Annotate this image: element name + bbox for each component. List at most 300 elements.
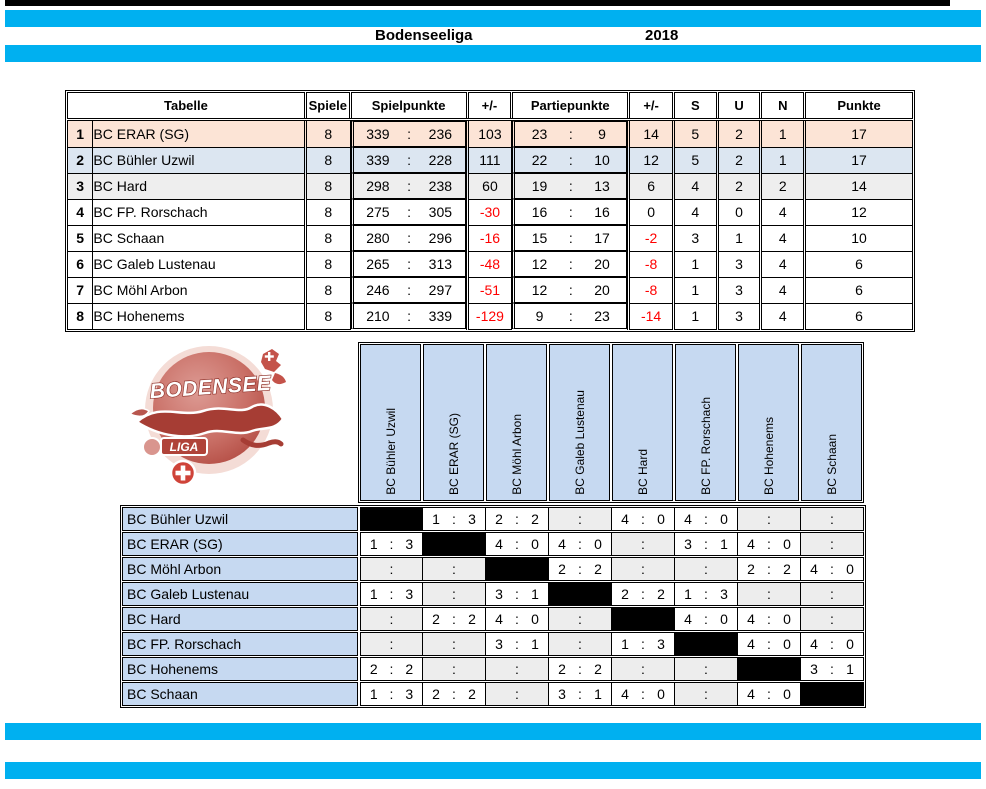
score-right: 228 xyxy=(428,152,453,168)
score-colon: : xyxy=(568,256,573,272)
punkte-cell: 12 xyxy=(805,199,913,225)
cross-result-cell xyxy=(486,532,549,556)
season-year: 2018 xyxy=(645,27,679,44)
losses-cell: 4 xyxy=(761,277,805,303)
wins-cell: 4 xyxy=(673,173,717,199)
score-colon: : xyxy=(389,661,394,677)
standings-header-row xyxy=(68,93,913,120)
score-right: 0 xyxy=(531,611,539,627)
score-colon: : xyxy=(452,511,456,527)
losses-cell: 4 xyxy=(761,303,805,329)
cross-result-cell xyxy=(801,632,864,656)
wins-cell: 1 xyxy=(673,251,717,277)
spielpunkte-cell xyxy=(351,121,466,147)
score-left: 22 xyxy=(531,152,548,168)
draws-cell: 2 xyxy=(717,120,761,148)
score-colon: : xyxy=(641,586,645,602)
cross-result-cell xyxy=(360,507,423,531)
punkte-cell: 14 xyxy=(805,173,913,199)
header-losses: N xyxy=(761,93,805,120)
cross-result-cell: : xyxy=(801,532,864,556)
header-partiepunkte: Partiepunkte xyxy=(512,93,629,120)
cross-result-cell xyxy=(612,682,675,706)
cross-result-cell xyxy=(549,582,612,606)
score-right: 20 xyxy=(594,256,610,272)
score-left: 1 xyxy=(432,511,440,527)
spielpunkte-cell xyxy=(351,225,466,251)
cross-column-header xyxy=(549,344,610,501)
score-colon: : xyxy=(767,636,771,652)
score-right: 3 xyxy=(405,586,414,602)
score-right: 2 xyxy=(594,561,602,577)
wins-cell: 5 xyxy=(673,147,717,173)
spielpunkte-cell xyxy=(351,173,466,199)
score-colon: : xyxy=(767,611,771,627)
cross-row-label: BC ERAR (SG) xyxy=(122,532,358,556)
score-left: 16 xyxy=(531,204,548,220)
rank-cell: 3 xyxy=(68,173,93,199)
score-colon: : xyxy=(515,611,519,627)
draws-cell: 3 xyxy=(717,251,761,277)
partiepunkte-diff-cell: 14 xyxy=(629,120,674,148)
spielpunkte-cell xyxy=(351,303,466,329)
score-right: 10 xyxy=(594,152,610,168)
score-left: 4 xyxy=(747,636,755,652)
partiepunkte-diff-cell: -8 xyxy=(629,251,674,277)
cross-row xyxy=(122,607,864,631)
cross-result-cell xyxy=(360,532,423,556)
score-colon: : xyxy=(568,282,573,298)
cross-result-cell xyxy=(675,532,738,556)
draws-cell: 2 xyxy=(717,173,761,199)
score-left: 4 xyxy=(621,511,629,527)
score-colon: : xyxy=(641,636,645,652)
cross-result-cell: : xyxy=(549,607,612,631)
cross-result-cell: : xyxy=(738,507,801,531)
cross-result-cell xyxy=(801,682,864,706)
spiele-cell: 8 xyxy=(305,120,350,148)
score-left: 339 xyxy=(366,126,390,142)
score-left: 298 xyxy=(366,178,390,194)
header-spiele: Spiele xyxy=(305,93,350,120)
score-colon: : xyxy=(389,536,394,552)
draws-cell: 1 xyxy=(717,225,761,251)
score-colon: : xyxy=(704,511,708,527)
cross-row xyxy=(122,532,864,556)
score-right: 2 xyxy=(657,586,665,602)
score-colon: : xyxy=(704,536,708,552)
score-colon: : xyxy=(830,561,834,577)
score-left: 210 xyxy=(366,308,390,324)
score-right: 339 xyxy=(428,308,453,324)
standings-row xyxy=(68,173,913,199)
losses-cell: 2 xyxy=(761,173,805,199)
score-colon: : xyxy=(568,230,573,246)
rank-cell: 8 xyxy=(68,303,93,329)
score-right: 0 xyxy=(783,611,791,627)
score-right: 3 xyxy=(405,536,414,552)
cross-row-label: BC Schaan xyxy=(122,682,358,706)
score-right: 2 xyxy=(594,661,602,677)
spielpunkte-diff-cell: 103 xyxy=(467,120,512,148)
score-colon: : xyxy=(389,686,394,702)
punkte-cell: 6 xyxy=(805,251,913,277)
bodensee-liga-logo xyxy=(125,342,297,494)
spiele-cell: 8 xyxy=(305,199,350,225)
score-right: 0 xyxy=(783,686,791,702)
standings-row xyxy=(68,199,913,225)
cross-row-label: BC Hard xyxy=(122,607,358,631)
header-spielpunkte: Spielpunkte xyxy=(350,93,467,120)
score-right: 0 xyxy=(657,686,665,702)
score-left: 2 xyxy=(747,561,755,577)
spielpunkte-cell xyxy=(351,277,466,303)
wins-cell: 5 xyxy=(673,120,717,148)
cross-column-label: BC Hard xyxy=(635,448,650,495)
losses-cell: 1 xyxy=(761,120,805,148)
score-colon: : xyxy=(568,178,573,194)
score-right: 2 xyxy=(468,611,476,627)
spielpunkte-diff-cell: -129 xyxy=(467,303,512,329)
team-name-cell: BC Schaan xyxy=(93,225,306,251)
score-right: 0 xyxy=(783,536,791,552)
partiepunkte-cell xyxy=(512,199,627,225)
cross-result-cell: : xyxy=(360,632,423,656)
partiepunkte-cell xyxy=(512,251,627,277)
standings-row xyxy=(68,120,913,148)
score-right: 1 xyxy=(594,686,602,702)
cross-result-cell: : xyxy=(486,682,549,706)
cross-result-cell: : xyxy=(549,632,612,656)
header-draws: U xyxy=(717,93,761,120)
score-colon: : xyxy=(407,126,412,142)
cross-row xyxy=(122,507,864,531)
swiss-cross-horizontal xyxy=(176,471,191,476)
score-left: 4 xyxy=(810,561,818,577)
header-plusminus-2: +/- xyxy=(629,93,674,120)
score-left: 4 xyxy=(495,536,503,552)
header-punkte: Punkte xyxy=(805,93,913,120)
standings-row xyxy=(68,225,913,251)
logo-sub-text: LIGA xyxy=(169,440,199,454)
score-right: 0 xyxy=(657,511,665,527)
punkte-cell: 17 xyxy=(805,120,913,148)
cross-result-cell: : xyxy=(549,507,612,531)
score-left: 1 xyxy=(369,586,378,602)
cross-result-cell xyxy=(486,582,549,606)
cross-result-cell: : xyxy=(801,607,864,631)
cross-result-cell xyxy=(801,657,864,681)
score-right: 1 xyxy=(531,636,539,652)
score-colon: : xyxy=(407,178,412,194)
spielpunkte-diff-cell: -16 xyxy=(467,225,512,251)
rank-cell: 5 xyxy=(68,225,93,251)
score-colon: : xyxy=(578,686,582,702)
cross-result-cell xyxy=(612,632,675,656)
score-left: 4 xyxy=(810,636,818,652)
score-right: 13 xyxy=(594,178,610,194)
score-left: 4 xyxy=(684,611,692,627)
cross-result-cell: : xyxy=(675,557,738,581)
score-left: 4 xyxy=(621,686,629,702)
score-colon: : xyxy=(641,686,645,702)
punkte-cell: 6 xyxy=(805,303,913,329)
score-left: 12 xyxy=(531,282,548,298)
cross-result-cell xyxy=(738,607,801,631)
score-right: 305 xyxy=(428,204,453,220)
spiele-cell: 8 xyxy=(305,251,350,277)
top-black-bar xyxy=(5,0,950,6)
score-left: 4 xyxy=(558,536,566,552)
cross-column-header xyxy=(486,344,547,501)
score-left: 4 xyxy=(747,686,755,702)
partiepunkte-diff-cell: 12 xyxy=(629,147,674,173)
score-left: 3 xyxy=(558,686,566,702)
partiepunkte-cell xyxy=(512,277,627,303)
team-name-cell: BC Galeb Lustenau xyxy=(93,251,306,277)
score-right: 238 xyxy=(428,178,453,194)
header-wins: S xyxy=(673,93,717,120)
draws-cell: 2 xyxy=(717,147,761,173)
cross-row-label: BC Galeb Lustenau xyxy=(122,582,358,606)
standings-row xyxy=(68,147,913,173)
score-right: 0 xyxy=(783,636,791,652)
score-left: 1 xyxy=(684,586,692,602)
score-right: 2 xyxy=(783,561,791,577)
cross-row-label: BC Bühler Uzwil xyxy=(122,507,358,531)
score-colon: : xyxy=(767,561,771,577)
wins-cell: 1 xyxy=(673,303,717,329)
spiele-cell: 8 xyxy=(305,277,350,303)
cross-column-label: BC Galeb Lustenau xyxy=(572,390,587,495)
draws-cell: 3 xyxy=(717,277,761,303)
score-right: 236 xyxy=(428,126,453,142)
cross-result-cell xyxy=(549,532,612,556)
cross-result-cell xyxy=(801,557,864,581)
score-colon: : xyxy=(767,536,771,552)
draws-cell: 0 xyxy=(717,199,761,225)
standings-table-wrapper xyxy=(65,90,915,332)
cross-row-label: BC Möhl Arbon xyxy=(122,557,358,581)
score-left: 1 xyxy=(369,536,378,552)
team-name-cell: BC Möhl Arbon xyxy=(93,277,306,303)
cross-result-cell xyxy=(360,582,423,606)
cross-result-cell: : xyxy=(612,657,675,681)
score-right: 297 xyxy=(428,282,453,298)
cross-result-cell xyxy=(549,657,612,681)
wins-cell: 3 xyxy=(673,225,717,251)
cross-result-cell: : xyxy=(612,557,675,581)
cross-result-cell xyxy=(612,582,675,606)
score-right: 9 xyxy=(598,126,606,142)
score-left: 19 xyxy=(531,178,548,194)
score-right: 2 xyxy=(468,686,476,702)
team-name-cell: BC FP. Rorschach xyxy=(93,199,306,225)
partiepunkte-cell xyxy=(512,173,627,199)
cross-result-cell xyxy=(612,507,675,531)
spiele-cell: 8 xyxy=(305,225,350,251)
score-colon: : xyxy=(407,282,412,298)
score-right: 1 xyxy=(720,536,728,552)
cross-result-cell xyxy=(675,607,738,631)
spielpunkte-diff-cell: -48 xyxy=(467,251,512,277)
losses-cell: 4 xyxy=(761,225,805,251)
logo-map-blob-1 xyxy=(261,349,281,372)
header-stripe-bottom xyxy=(5,45,981,62)
cross-result-cell: : xyxy=(423,557,486,581)
cross-result-cell xyxy=(738,532,801,556)
cross-result-cell: : xyxy=(486,657,549,681)
spielpunkte-cell xyxy=(351,251,466,277)
header-plusminus-1: +/- xyxy=(467,93,512,120)
score-left: 2 xyxy=(621,586,629,602)
score-right: 313 xyxy=(428,256,453,272)
score-colon: : xyxy=(568,152,573,168)
cross-result-cell xyxy=(675,632,738,656)
cross-column-header xyxy=(801,344,862,501)
punkte-cell: 17 xyxy=(805,147,913,173)
cross-result-cell xyxy=(486,632,549,656)
cross-column-label: BC Hohenems xyxy=(761,416,776,495)
cross-result-cell: : xyxy=(423,632,486,656)
draws-cell: 3 xyxy=(717,303,761,329)
cross-result-cell xyxy=(486,507,549,531)
score-colon: : xyxy=(641,511,645,527)
cross-result-cell xyxy=(423,507,486,531)
score-left: 3 xyxy=(684,536,692,552)
score-colon: : xyxy=(704,611,708,627)
logo-map-blob-2 xyxy=(272,373,286,384)
cross-row xyxy=(122,582,864,606)
standings-row xyxy=(68,277,913,303)
cross-row xyxy=(122,682,864,706)
cross-column-label: BC Schaan xyxy=(824,434,839,495)
standings-row xyxy=(68,303,913,329)
partiepunkte-diff-cell: 6 xyxy=(629,173,674,199)
cross-result-cell: : xyxy=(423,582,486,606)
score-left: 2 xyxy=(495,511,503,527)
rank-cell: 2 xyxy=(68,147,93,173)
spielpunkte-diff-cell: -51 xyxy=(467,277,512,303)
score-right: 2 xyxy=(531,511,539,527)
cross-result-cell xyxy=(360,682,423,706)
team-name-cell: BC Hard xyxy=(93,173,306,199)
standings-table xyxy=(67,92,913,330)
cross-result-cell: : xyxy=(423,657,486,681)
score-left: 4 xyxy=(747,611,755,627)
score-left: 265 xyxy=(366,256,390,272)
score-colon: : xyxy=(704,586,708,602)
partiepunkte-cell xyxy=(512,147,627,173)
score-colon: : xyxy=(407,308,412,324)
cross-row-label: BC FP. Rorschach xyxy=(122,632,358,656)
score-left: 2 xyxy=(558,661,566,677)
score-left: 1 xyxy=(621,636,629,652)
score-right: 0 xyxy=(720,611,728,627)
partiepunkte-diff-cell: -14 xyxy=(629,303,674,329)
cross-column-label: BC ERAR (SG) xyxy=(446,412,461,495)
score-left: 280 xyxy=(366,230,390,246)
wins-cell: 1 xyxy=(673,277,717,303)
cross-result-cell: : xyxy=(360,607,423,631)
partiepunkte-diff-cell: -2 xyxy=(629,225,674,251)
league-title: Bodenseeliga xyxy=(375,27,473,44)
score-left: 3 xyxy=(810,661,818,677)
cross-result-cell xyxy=(675,507,738,531)
cross-result-cell xyxy=(423,607,486,631)
rank-cell: 6 xyxy=(68,251,93,277)
score-left: 23 xyxy=(531,126,548,142)
score-right: 3 xyxy=(468,511,476,527)
header-stripe-top xyxy=(5,10,981,27)
score-left: 246 xyxy=(366,282,390,298)
spiele-cell: 8 xyxy=(305,147,350,173)
rank-cell: 4 xyxy=(68,199,93,225)
cross-column-header xyxy=(360,344,421,501)
score-right: 16 xyxy=(594,204,610,220)
score-left: 9 xyxy=(535,308,544,324)
score-right: 3 xyxy=(657,636,665,652)
score-left: 4 xyxy=(495,611,503,627)
score-colon: : xyxy=(389,586,394,602)
spiele-cell: 8 xyxy=(305,173,350,199)
score-right: 0 xyxy=(531,536,539,552)
score-left: 4 xyxy=(747,536,755,552)
logo-main-text: BODENSEE xyxy=(148,371,273,404)
score-left: 12 xyxy=(531,256,548,272)
score-right: 20 xyxy=(594,282,610,298)
logo-ball xyxy=(143,438,161,456)
score-left: 15 xyxy=(531,230,548,246)
cross-result-cell xyxy=(423,682,486,706)
score-right: 296 xyxy=(428,230,453,246)
score-left: 4 xyxy=(684,511,692,527)
losses-cell: 1 xyxy=(761,147,805,173)
losses-cell: 4 xyxy=(761,251,805,277)
cross-result-cell xyxy=(675,582,738,606)
cross-header-row xyxy=(358,342,864,503)
partiepunkte-cell xyxy=(512,121,627,147)
team-name-cell: BC ERAR (SG) xyxy=(93,120,306,148)
rank-cell: 7 xyxy=(68,277,93,303)
score-right: 1 xyxy=(846,661,854,677)
score-colon: : xyxy=(767,686,771,702)
cross-result-cell xyxy=(360,657,423,681)
logo-west-blob xyxy=(130,409,149,417)
partiepunkte-diff-cell: -8 xyxy=(629,277,674,303)
score-colon: : xyxy=(578,536,582,552)
spielpunkte-diff-cell: 111 xyxy=(467,147,512,173)
score-colon: : xyxy=(568,204,573,220)
score-right: 0 xyxy=(594,536,602,552)
score-colon: : xyxy=(568,126,573,142)
cross-body xyxy=(120,505,866,708)
score-left: 1 xyxy=(369,686,378,702)
logo-map-cross-h xyxy=(265,355,274,357)
score-colon: : xyxy=(452,686,456,702)
cross-result-cell xyxy=(549,682,612,706)
partiepunkte-cell xyxy=(512,303,627,329)
cross-row xyxy=(122,632,864,656)
score-left: 2 xyxy=(369,661,378,677)
cross-table xyxy=(120,342,870,712)
score-left: 275 xyxy=(366,204,390,220)
cross-row-label: BC Hohenems xyxy=(122,657,358,681)
score-left: 2 xyxy=(432,686,440,702)
cross-result-cell: : xyxy=(738,582,801,606)
cross-column-label: BC Möhl Arbon xyxy=(509,414,524,495)
score-right: 1 xyxy=(531,586,539,602)
